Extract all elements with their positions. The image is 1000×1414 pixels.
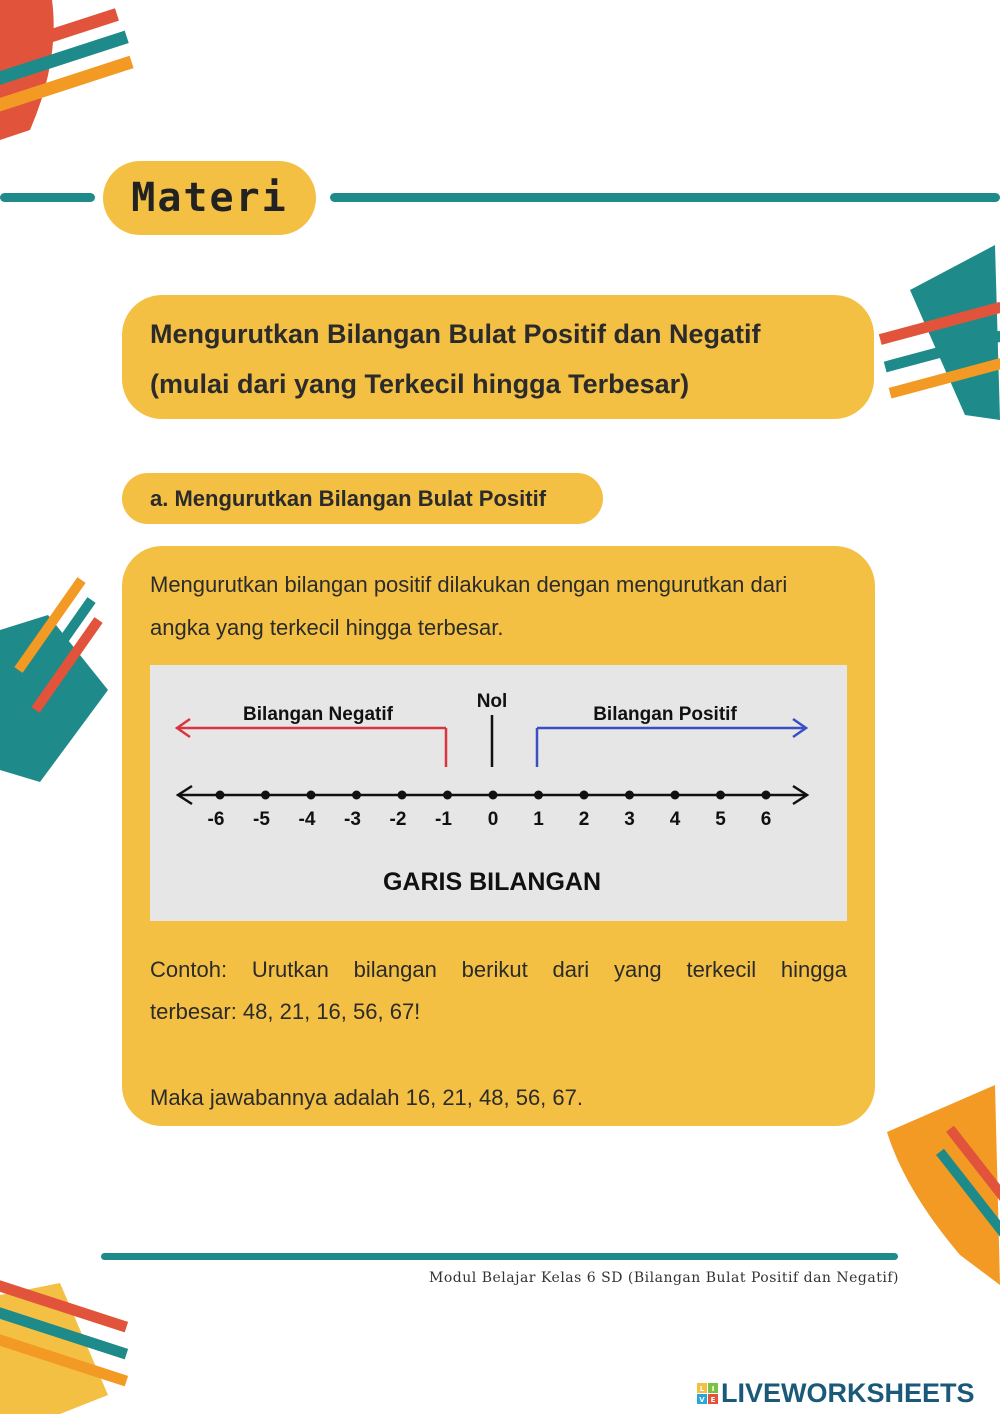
title-line-2: (mulai dari yang Terkecil hingga Terbesar) xyxy=(150,369,690,399)
number-line-svg xyxy=(150,665,847,921)
tick-dot-5 xyxy=(716,791,725,800)
footer-line xyxy=(101,1253,898,1260)
decor-bottom-left xyxy=(0,1279,128,1414)
title-line-1: Mengurutkan Bilangan Bulat Positif dan Negatif xyxy=(150,319,761,349)
decor-top-left xyxy=(0,0,134,140)
footer-text: Modul Belajar Kelas 6 SD (Bilangan Bulat Positif dan Negatif) xyxy=(429,1270,899,1286)
header-line-right xyxy=(330,193,1000,202)
positive-label: Bilangan Positif xyxy=(593,704,737,725)
tick-dot--4 xyxy=(307,791,316,800)
tick-label-2: 2 xyxy=(578,809,590,830)
tick-dot--6 xyxy=(216,791,225,800)
decor-left-middle xyxy=(0,577,108,782)
tick-dot--1 xyxy=(443,791,452,800)
tick-dot-2 xyxy=(580,791,589,800)
tick-label-6: 6 xyxy=(760,809,772,830)
liveworksheets-name: LIVEWORKSHEETS xyxy=(721,1378,975,1408)
logo-letter-2: I xyxy=(711,1384,715,1393)
answer-text: Maka jawabannya adalah 16, 21, 48, 56, 67. xyxy=(150,1085,583,1110)
tick-label--6: -6 xyxy=(207,809,225,830)
number-line-figure xyxy=(150,665,847,921)
decor-right-bottom xyxy=(887,1085,1000,1285)
tick-label--4: -4 xyxy=(298,809,316,830)
decor-right-middle xyxy=(879,245,1000,420)
tick-dot--5 xyxy=(261,791,270,800)
subsection-heading: a. Mengurutkan Bilangan Bulat Positif xyxy=(122,473,603,524)
tick-group xyxy=(208,791,772,831)
section-label: Materi xyxy=(131,175,288,221)
example-line-1: Contoh: Urutkan bilangan berikut dari yang terkecil hingga xyxy=(150,957,847,982)
example-line-2: terbesar: 48, 21, 16, 56, 67! xyxy=(150,999,421,1024)
tick-label-5: 5 xyxy=(715,809,726,830)
liveworksheets-logo-icon xyxy=(697,1383,719,1405)
tick-dot-4 xyxy=(671,791,680,800)
tick-dot-0 xyxy=(489,791,498,800)
tick-label--2: -2 xyxy=(389,809,407,830)
tick-dot--2 xyxy=(398,791,407,800)
section-label-badge xyxy=(103,161,316,235)
figure-caption: GARIS BILANGAN xyxy=(382,868,602,896)
tick-label--3: -3 xyxy=(344,809,361,830)
tick-dot-6 xyxy=(762,791,771,800)
negative-label: Bilangan Negatif xyxy=(243,704,393,725)
tick-label-1: 1 xyxy=(533,809,544,830)
tick-label--1: -1 xyxy=(435,809,452,830)
intro-line-2: angka yang terkecil hingga terbesar. xyxy=(150,615,504,640)
logo-letter-1: L xyxy=(699,1384,705,1393)
zero-label: Nol xyxy=(476,691,508,712)
header-line-left xyxy=(0,193,95,202)
logo-letter-3: V xyxy=(699,1395,705,1404)
tick-label-0: 0 xyxy=(487,809,499,830)
tick-label-4: 4 xyxy=(669,809,681,830)
logo-letter-4: E xyxy=(710,1395,716,1404)
title-box xyxy=(122,295,874,419)
tick-dot-3 xyxy=(625,791,634,800)
tick-label--5: -5 xyxy=(253,809,270,830)
intro-line-1: Mengurutkan bilangan positif dilakukan dengan mengurutkan dari xyxy=(150,572,788,597)
liveworksheets-branding xyxy=(697,1378,975,1409)
tick-label-3: 3 xyxy=(624,809,635,830)
tick-dot-1 xyxy=(534,791,543,800)
tick-dot--3 xyxy=(352,791,361,800)
